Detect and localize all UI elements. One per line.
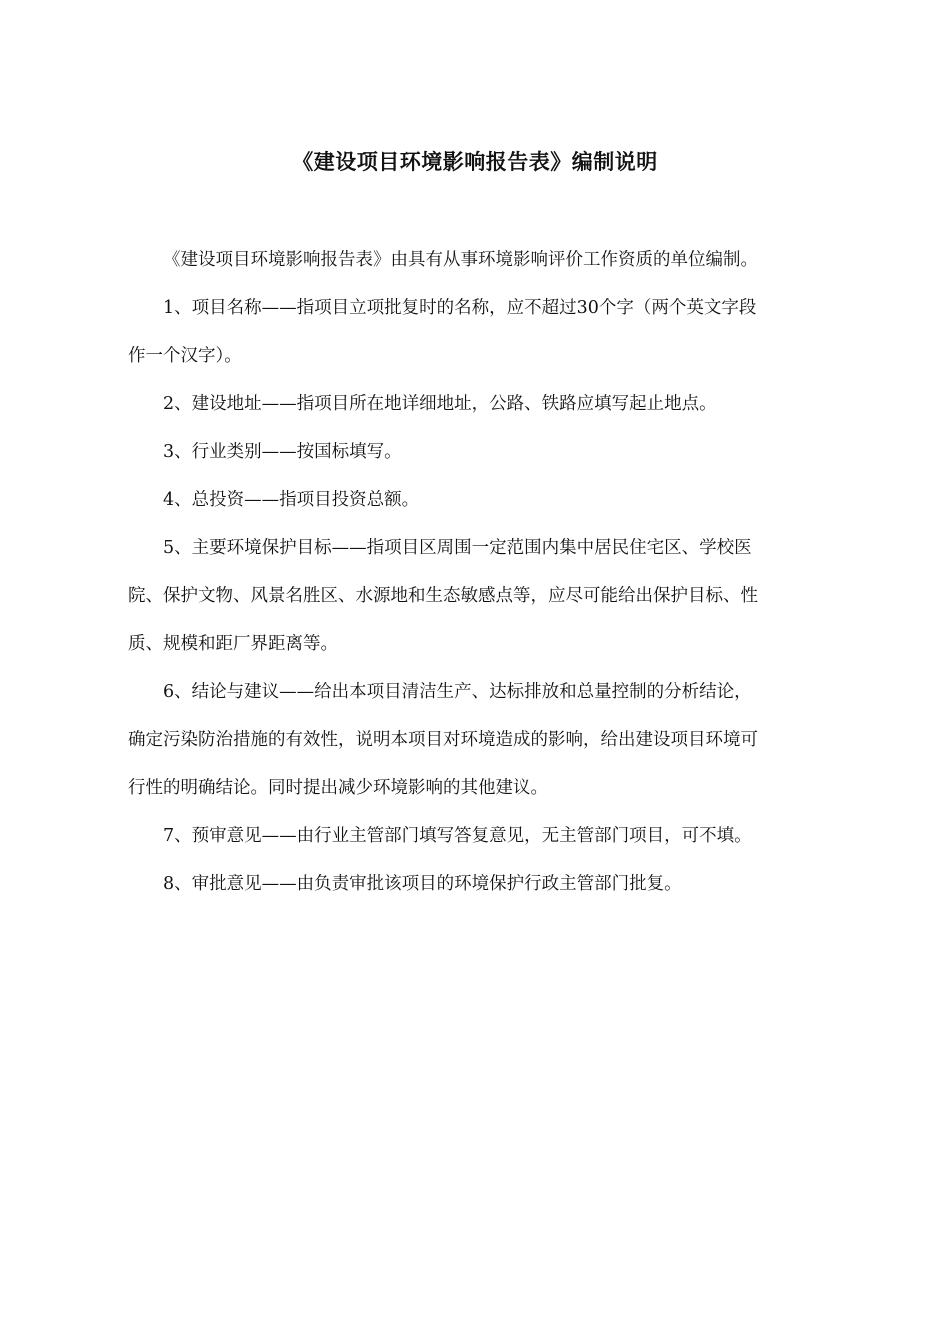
item-6-line-2: 确定污染防治措施的有效性，说明本项目对环境造成的影响，给出建设项目环境可 — [128, 730, 758, 750]
item-7 — [128, 812, 828, 860]
item-6-line-3: 行性的明确结论。同时提出减少环境影响的其他建议。 — [128, 778, 548, 798]
document-body — [128, 236, 828, 908]
item-1 — [128, 284, 828, 380]
item-1-line-1: 1、项目名称——指项目立项批复时的名称，应不超过30个字（两个英文字段 — [163, 298, 757, 318]
item-8-line-1: 8、审批意见——由负责审批该项目的环境保护行政主管部门批复。 — [163, 874, 682, 894]
item-4 — [128, 476, 828, 524]
intro-paragraph: 《建设项目环境影响报告表》由具有从事环境影响评价工作资质的单位编制。 — [163, 250, 758, 270]
item-3 — [128, 428, 828, 476]
item-3-line-1: 3、行业类别——按国标填写。 — [163, 442, 402, 462]
item-8 — [128, 860, 828, 908]
item-1-line-2: 作一个汉字）。 — [128, 346, 242, 366]
item-6-line-1: 6、结论与建议——给出本项目清洁生产、达标排放和总量控制的分析结论， — [163, 682, 752, 702]
item-4-line-1: 4、总投资——指项目投资总额。 — [163, 490, 420, 510]
item-5 — [128, 524, 828, 668]
item-7-line-1: 7、预审意见——由行业主管部门填写答复意见，无主管部门项目，可不填。 — [163, 826, 752, 846]
item-5-line-1: 5、主要环境保护目标——指项目区周围一定范围内集中居民住宅区、学校医 — [163, 538, 752, 558]
item-5-line-3: 质、规模和距厂界距离等。 — [128, 634, 338, 654]
item-5-line-2: 院、保护文物、风景名胜区、水源地和生态敏感点等，应尽可能给出保护目标、性 — [128, 586, 758, 606]
item-2-line-1: 2、建设地址——指项目所在地详细地址，公路、铁路应填写起止地点。 — [163, 394, 717, 414]
item-6 — [128, 668, 828, 812]
item-2 — [128, 380, 828, 428]
document-title: 《建设项目环境影响报告表》编制说明 — [292, 149, 658, 174]
